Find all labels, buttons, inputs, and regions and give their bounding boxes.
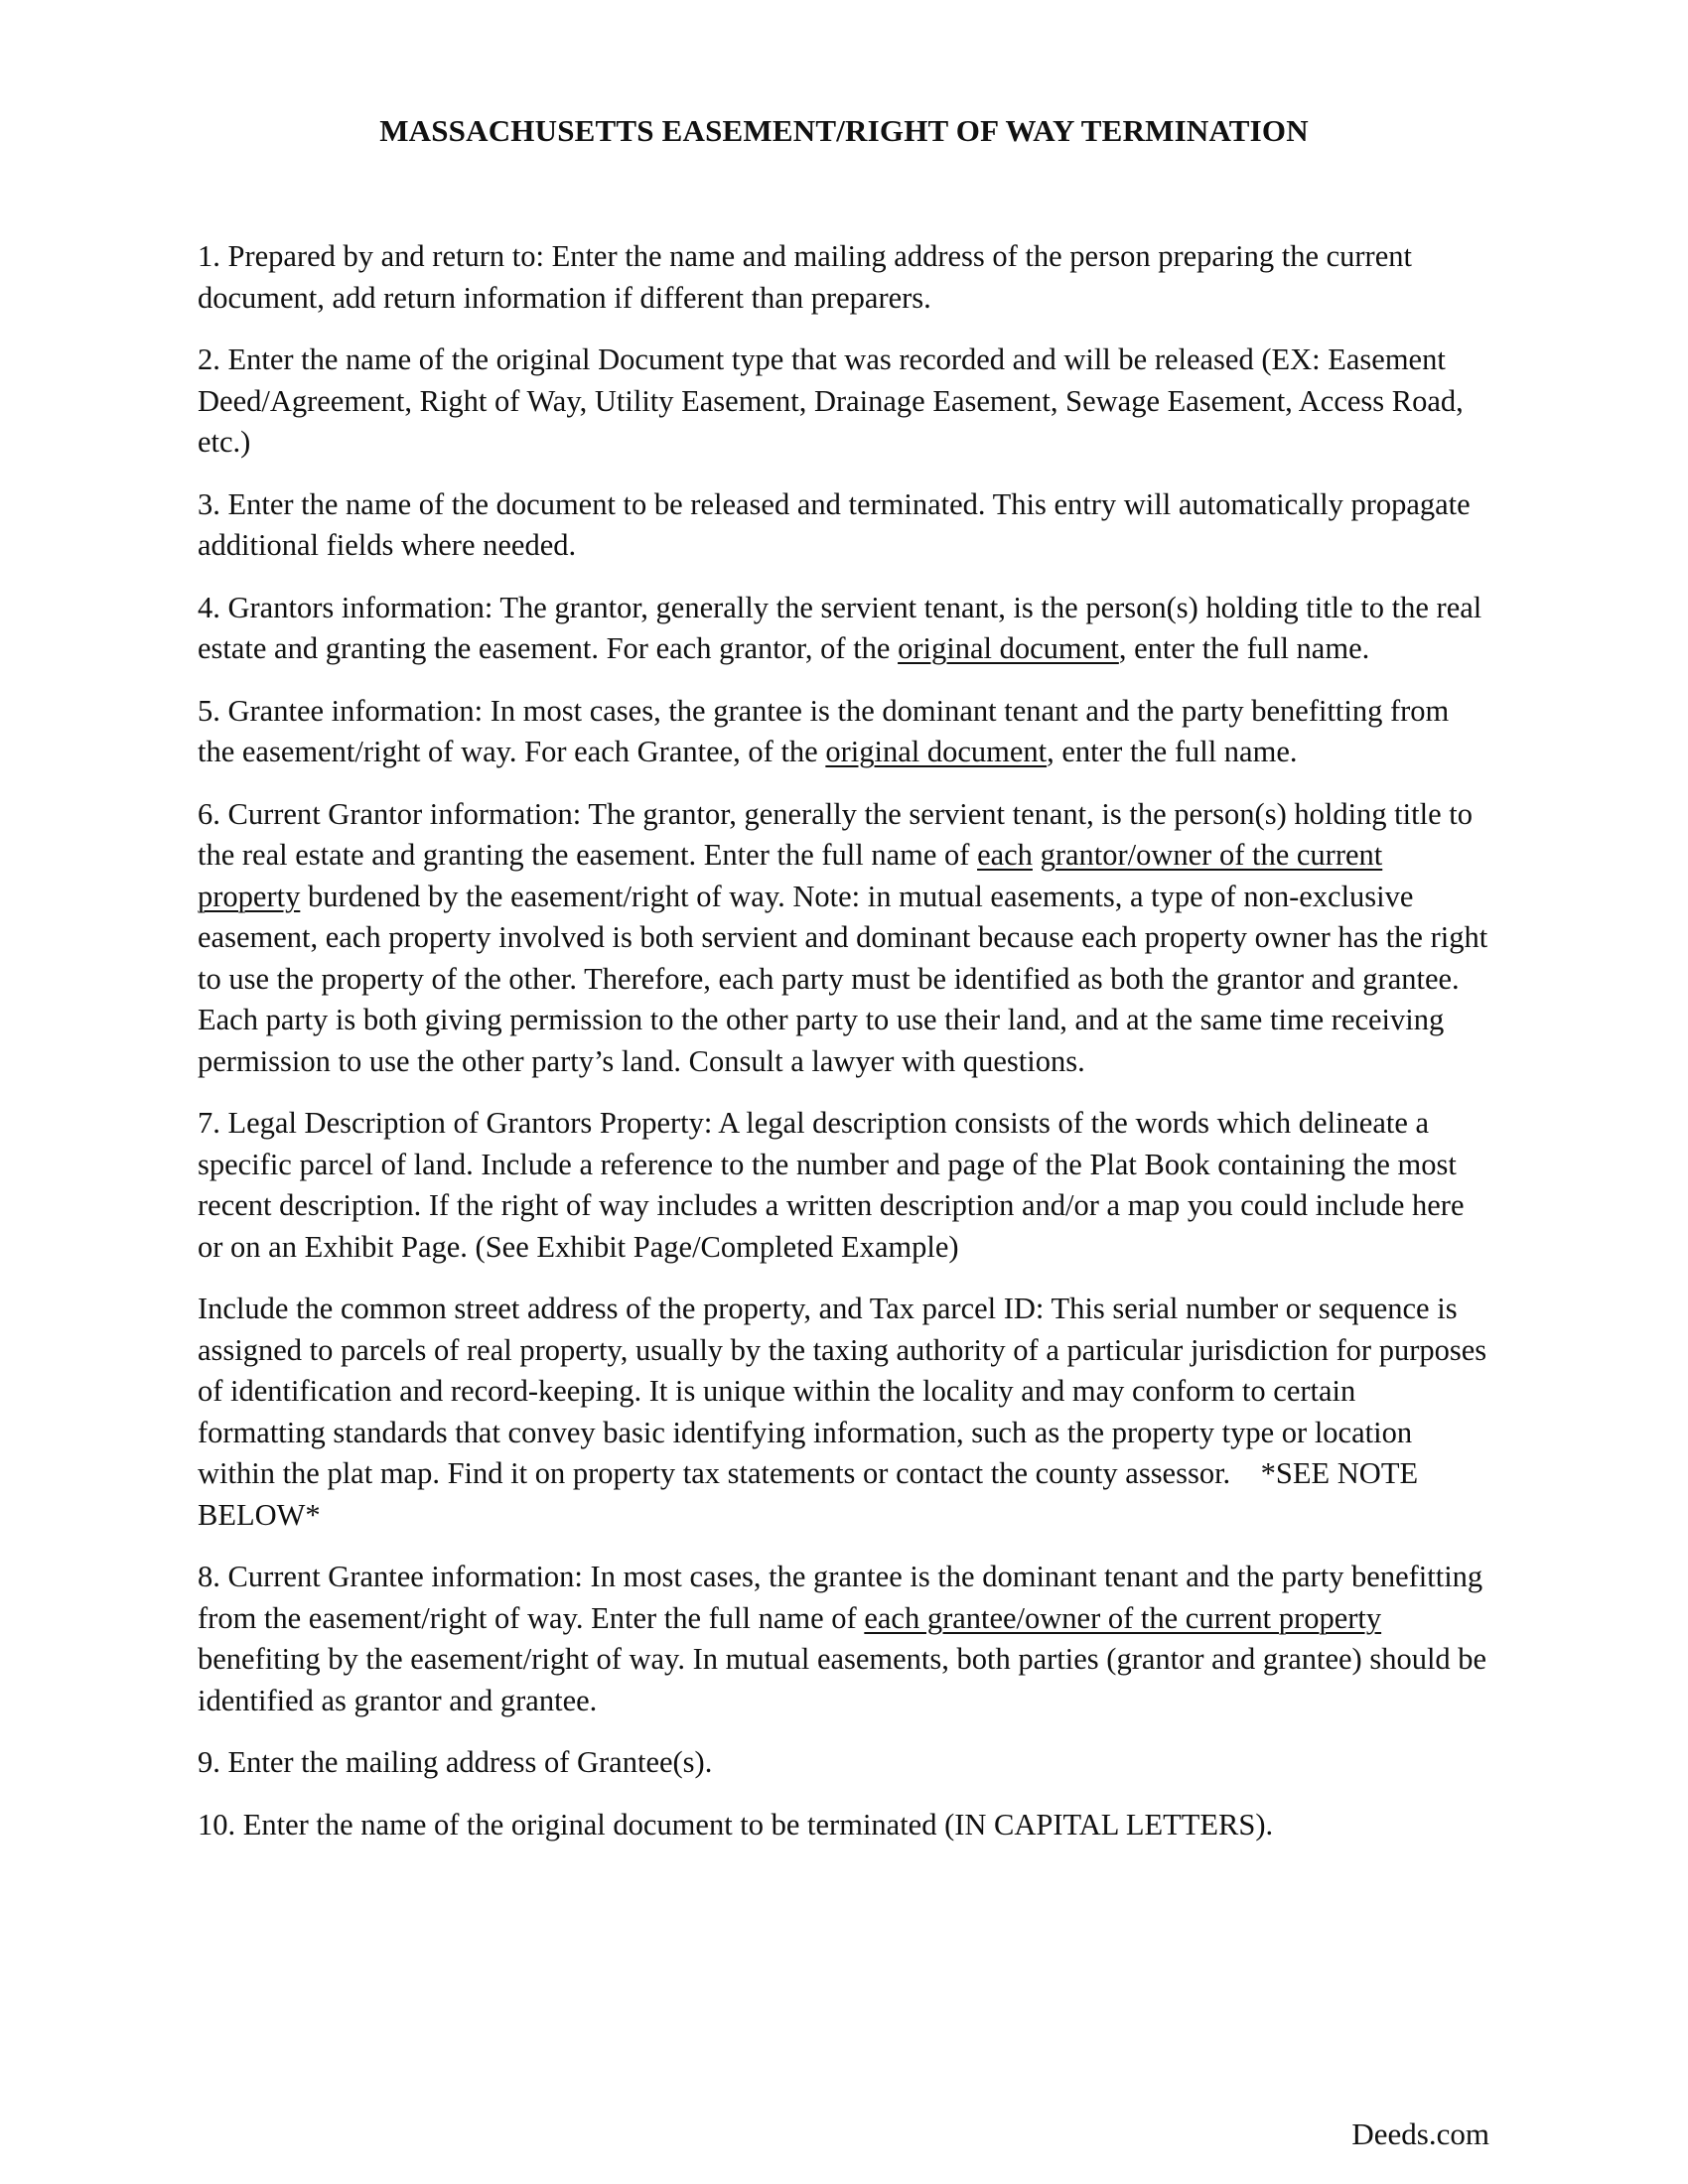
instruction-1: 1. Prepared by and return to: Enter the name and mailing address of the person preparing the current document, add return information if different than preparers. xyxy=(198,239,1412,315)
instruction-8 xyxy=(198,1557,1490,1721)
instruction-7-continued: Include the common street address of the property, and Tax parcel ID: This serial number or sequence is assigned to parcels of real property, usually by the taxing authority of a particular jurisdiction for purposes of identification and record-keeping. It is unique within the locality and may conform to certain formatting standards that convey basic identifying information, such as the property type or location within the plat map. Find it on property tax statements or contact the county assessor. *SEE NOTE BELOW* xyxy=(198,1292,1494,1532)
instruction-3: 3. Enter the name of the document to be released and terminated. This entry will automatically propagate additional fields where needed. xyxy=(198,486,1471,562)
instruction-4 xyxy=(198,588,1490,670)
instruction-7: 7. Legal Description of Grantors Property: A legal description consists of the words which delineate a specific parcel of land. Include a reference to the number and page of the Plat Book containing the most recent description. If the right of way includes a written description and/or a map you could include here or on an Exhibit Page. (See Exhibit Page/Completed Example) xyxy=(198,1106,1465,1264)
footer-brand: Deeds.com xyxy=(1351,2116,1489,2151)
instruction-5-underlined: original document xyxy=(825,735,1048,768)
instruction-9: 9. Enter the mailing address of Grantee(s). xyxy=(198,1745,713,1779)
instruction-6-text-a: 6. Current Grantor information: The grantor, generally the servient tenant, is the person(s) holding title to the real estate and granting the easement. Enter the full name of xyxy=(198,796,1473,872)
instruction-2: 2. Enter the name of the original Document type that was recorded and will be released (EX: Easement Deed/Agreement, Right of Way, Utility Easement, Drainage Easement, Sewage Easement, Access Road, etc.) xyxy=(198,342,1464,459)
document-title: MASSACHUSETTS EASEMENT/RIGHT OF WAY TERMINATION xyxy=(379,113,1309,148)
instruction-6-text-b: burdened by the easement/right of way. Note: in mutual easements, a type of non-exclusive easement, each property involved is both servient and dominant because each property owner has the right to use the property of the other. Therefore, each party must be identified as both the grantor and grantee. Each party is both giving permission to the other party to use their land, and at the same time receiving permission to use the other party’s land. Consult a lawyer with questions. xyxy=(198,879,1488,1078)
instruction-8-underlined: each grantee/owner of the current property xyxy=(864,1600,1382,1635)
instruction-5-text-a: 5. Grantee information: In most cases, the grantee is the dominant tenant and the party benefitting from the easement/right of way. For each Grantee, of the xyxy=(198,693,1450,768)
instruction-8-text-b: benefiting by the easement/right of way. In mutual easements, both parties (grantor and grantee) should be identified as grantor and grantee. xyxy=(198,1642,1487,1717)
instructions-body xyxy=(198,236,1494,1866)
instruction-6-underlined-each: each xyxy=(977,838,1033,872)
instruction-8-text-a: 8. Current Grantee information: In most cases, the grantee is the dominant tenant and the party benefitting from the easement/right of way. Enter the full name of xyxy=(198,1560,1483,1635)
instruction-5 xyxy=(198,691,1490,773)
instruction-5-text-b: , enter the full name. xyxy=(1047,735,1298,768)
instruction-4-text-b: , enter the full name. xyxy=(1118,631,1370,665)
instruction-6-underlined-owner: grantor/owner of the current property xyxy=(198,838,1383,913)
instruction-6 xyxy=(198,794,1490,1083)
instruction-10: 10. Enter the name of the original document to be terminated (IN CAPITAL LETTERS). xyxy=(198,1807,1274,1842)
instruction-4-underlined: original document xyxy=(898,631,1119,665)
instruction-4-text-a: 4. Grantors information: The grantor, generally the servient tenant, is the person(s) holding title to the real estate and granting the easement. For each grantor, of the xyxy=(198,590,1482,665)
instruction-6-space xyxy=(1033,838,1041,872)
